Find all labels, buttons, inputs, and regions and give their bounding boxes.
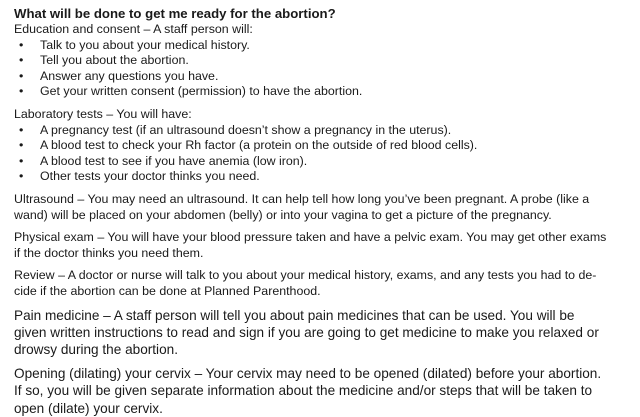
list-item: • Answer any questions you have.	[19, 68, 219, 83]
education-list	[14, 38, 630, 100]
list-item: • Get your written consent (permission) to have the abortion.	[19, 84, 363, 99]
ultrasound-paragraph: Ultrasound – You may need an ultrasound. It can help tell how long you’ve been pregnant. A probe (like a wand) will be placed on your abdomen (belly) or into your vagina to get a picture of the pregnancy.	[14, 191, 590, 222]
review-paragraph: Review – A doctor or nurse will talk to you about your medical history, exams, and any tests you had to de- cide if the abortion can be done at Planned Parenthood.	[14, 268, 597, 298]
bullet-icon: •	[19, 169, 24, 184]
list-item: • A blood test to see if you have anemia (low iron).	[19, 153, 308, 168]
bullet-icon: •	[19, 68, 24, 83]
lab-list	[14, 123, 630, 185]
bullet-icon: •	[19, 153, 24, 168]
bullet-icon: •	[19, 53, 24, 68]
physical-exam-paragraph: Physical exam – You will have your blood pressure taken and have a pelvic exam. You may get other exams if the doctor thinks you need them.	[14, 230, 607, 260]
bullet-icon: •	[19, 138, 24, 153]
bullet-icon: •	[19, 122, 24, 137]
list-item: • Tell you about the abortion.	[19, 53, 189, 68]
lab-intro: Laboratory tests – You will have:	[14, 106, 192, 121]
page-heading: What will be done to get me ready for the abortion?	[14, 6, 336, 21]
list-item: • Talk to you about your medical history.	[19, 37, 250, 52]
list-item: • A blood test to check your Rh factor (a protein on the outside of red blood cells).	[19, 138, 478, 153]
list-item: • Other tests your doctor thinks you need.	[19, 169, 260, 184]
pain-medicine-paragraph: Pain medicine – A staff person will tell you about pain medicines that can be used. You will be given written instructions to read and sign if you are going to get medicine to make you relaxed or drowsy during the abortion.	[14, 307, 599, 357]
bullet-icon: •	[19, 37, 24, 52]
education-intro: Education and consent – A staff person will:	[14, 22, 253, 36]
cervix-paragraph: Opening (dilating) your cervix – Your cervix may need to be opened (dilated) before your abortion. If so, you will be given separate information about the medicine and/or steps that will be taken to open (dilate) your cervix.	[14, 366, 602, 416]
list-item: • A pregnancy test (if an ultrasound doesn’t show a pregnancy in the uterus).	[19, 122, 452, 137]
bullet-icon: •	[19, 84, 24, 99]
